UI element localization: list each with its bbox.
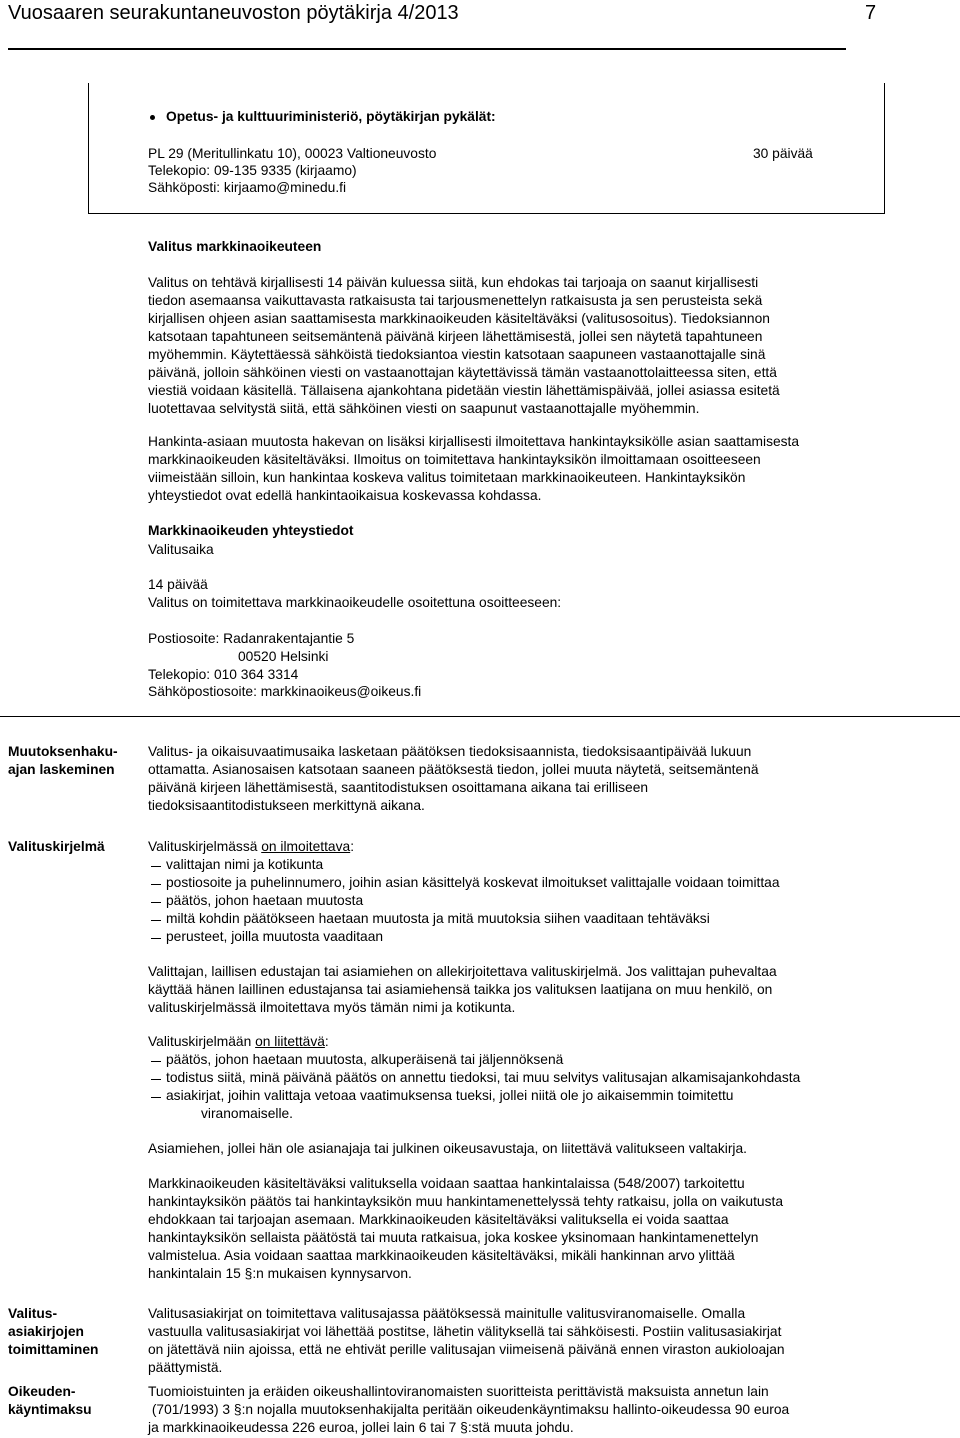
- delivery-label: Valitus- asiakirjojen toimittaminen: [8, 1306, 99, 1357]
- header-rule: [8, 48, 846, 50]
- document-title: Vuosaaren seurakuntaneuvoston pöytäkirja 4/2013: [8, 2, 459, 24]
- address-intro: Valitus on toimitettava markkinaoikeudelle osoitettuna osoitteeseen:: [148, 595, 562, 610]
- appeal-letter-label: Valituskirjelmä: [8, 839, 105, 854]
- signature-paragraph: Valittajan, laillisen edustajan tai asiamiehen on allekirjoitettava valituskirjelmä. Jos valittajan puhevaltaa käyttää hänen laillinen edustajansa tai asiamiehensä taikka jos valituksen laatijana on muu henkilö, on valituskirjelmässä ilmoitettava myös tämän nimi ja kotikunta.: [148, 964, 777, 1015]
- list-item-continuation: viranomaiselle.: [201, 1106, 294, 1121]
- page-number: 7: [865, 2, 877, 24]
- frame-right-line: [884, 83, 885, 213]
- ministry-address: PL 29 (Meritullinkatu 10), 00023 Valtioneuvosto: [148, 146, 437, 161]
- market-court-paragraph: Markkinaoikeuden käsiteltäväksi valituksella voidaan saattaa hankintalaissa (548/2007) tarkoitettu hankintayksikön päätös tai hankintayksikön muu hankintamenettelyssä tehty ratkaisu, jolla on vaikutusta ehdokkaan tai tarjoajan asemaan. Markkinaoikeuden käsiteltäväksi valituksella ei voida saattaa hankintayksikön sellaista päätöstä tai muuta ratkaisua, joka koskee yksinomaan hankintamenettelyn valmistelua. Asia voidaan saattaa markkinaoikeuden käsiteltäväksi, mikäli hankinnan arvo ylittää hankintalain 15 §:n mukaisen kynnysarvon.: [148, 1176, 784, 1281]
- market-appeal-heading: Valitus markkinaoikeuteen: [148, 239, 322, 254]
- court-fee-text: Tuomioistuinten ja eräiden oikeushallintoviranomaisten suoritteista perittävistä maksuista annetun lain (701/1993) 3 §:n nojalla muutoksenhakijalta peritään oikeudenkäyntimaksu hallinto-oikeudessa 90 euroa ja markkinaoikeudessa 226 euroa, jollei lain 6 tai 7 §:stä muuta johdu.: [148, 1384, 790, 1435]
- attachments-list: [166, 1051, 800, 1123]
- list-item: todistus siitä, minä päivänä päätös on annettu tiedoksi, tai muu selvitys valitusajan alkamisajankohdasta: [166, 1070, 801, 1085]
- market-court-email: Sähköpostiosoite: markkinaoikeus@oikeus.fi: [148, 684, 422, 699]
- list-item: miltä kohdin päätökseen haetaan muutosta ja mitä muutoksia siihen vaaditaan tehtäväksi: [166, 910, 780, 928]
- ministry-days: 30 päivää: [753, 146, 813, 161]
- list-item: valittajan nimi ja kotikunta: [166, 856, 780, 874]
- list-item: perusteet, joilla muutosta vaaditaan: [166, 928, 780, 946]
- section-divider: [0, 716, 960, 717]
- required-items-list: [166, 856, 780, 946]
- court-fee-label: Oikeuden- käyntimaksu: [8, 1384, 92, 1417]
- list-item: päätös, johon haetaan muutosta, alkuperäisenä tai jäljennöksenä: [166, 1051, 800, 1069]
- postal-address: Postiosoite: Radanrakentajantie 5: [148, 631, 355, 646]
- list-item: postiosoite ja puhelinnumero, joihin asian käsittelyä koskevat ilmoitukset valittajalle voidaan toimittaa: [166, 875, 780, 890]
- frame-left-line: [88, 83, 89, 213]
- ministry-fax: Telekopio: 09-135 9335 (kirjaamo): [148, 163, 357, 178]
- deadline-label: Muutoksenhaku- ajan laskeminen: [8, 744, 118, 777]
- market-appeal-paragraph-1: Valitus on tehtävä kirjallisesti 14 päivän kuluessa siitä, kun ehdokas tai tarjoaja on saanut kirjallisesti tiedon asemaansa vaikuttavasta ratkaisusta tai tarjousmenettelyn ratkaisusta ja sen perusteista sekä kirjallisen ohjeen asian saattamisesta markkinaoikeuden käsiteltäväksi (valitusosoitus). Tiedoksiannon katsotaan tapahtuneen seitsemäntenä päivänä kirjeen lähettämisestä, jollei sen näytetä tapahtuneen myöhemmin. Käytettäessä sähköistä tiedoksiantoa viestin katsotaan saapuneen vastaanottajalle sinä päivänä, jolloin sähköinen viesti on vastaanottajan käytettävissä tämän vastaanottolaitteessa siten, että viestiä voidaan käsitellä. Tällaisena ajankohtana pidetään viestin lähettämispäivää, jollei asiassa esitetä luotettavaa selvitystä siitä, että sähköinen viesti on saapunut vastaanottajalle myöhemmin.: [148, 275, 780, 416]
- appeal-time-label: Valitusaika: [148, 542, 214, 557]
- attachments-intro: Valituskirjelmään on liitettävä:: [148, 1034, 329, 1049]
- market-court-contact-heading: Markkinaoikeuden yhteystiedot: [148, 523, 354, 538]
- market-appeal-paragraph-2: Hankinta-asiaan muutosta hakevan on lisäksi kirjallisesti ilmoitettava hankintayksikölle asian saattamisesta markkinaoikeuden käsiteltäväksi. Ilmoitus on toimitettava hankintayksikön ilmoittamaan osoitteeseen viimeistään silloin, kun hankintaa koskeva valitus toimitetaan markkinaoikeuteen. Hankintayksikön yhteystiedot ovat edellä hankintaoikaisua koskevassa kohdassa.: [148, 434, 800, 503]
- market-court-fax: Telekopio: 010 364 3314: [148, 667, 299, 682]
- list-item: päätös, johon haetaan muutosta: [166, 892, 780, 910]
- appeal-days: 14 päivää: [148, 577, 208, 592]
- postal-zip: 00520 Helsinki: [238, 649, 329, 664]
- frame-bottom-line: [88, 213, 885, 214]
- ministry-email: Sähköposti: kirjaamo@minedu.fi: [148, 180, 347, 195]
- ministry-bullet: Opetus- ja kulttuuriministeriö, pöytäkirjan pykälät:: [166, 109, 496, 124]
- deadline-text: Valitus- ja oikaisuvaatimusaika lasketaan päätöksen tiedoksisaannista, tiedoksisaantipäivää lukuun ottamatta. Asianosaisen katsotaan saaneen päätöksestä tiedon, jollei muuta näytetä, seitsemäntenä päivänä kirjeen lähettämisestä, saantitodistuksen osoittamana aikana tai erilliseen tiedoksisaantitodistukseen merkittynä aikana.: [148, 744, 759, 813]
- appeal-letter-intro: Valituskirjelmässä on ilmoitettava:: [148, 839, 355, 854]
- delivery-text: Valitusasiakirjat on toimitettava valitusajassa päätöksessä mainitulle valitusviranomaiselle. Omalla vastuulla valitusasiakirjat voi lähettää postitse, lähetin välityksellä tai sähköisesti. Postiin valitusasiakirjat on jätettävä niin ajoissa, että ne ehtivät perille valitusajan viimeisenä päivänä ennen viraston aukioloajan päättymistä.: [148, 1306, 785, 1375]
- power-of-attorney-note: Asiamiehen, jollei hän ole asianajaja tai julkinen oikeusavustaja, on liitettävä valitukseen valtakirja.: [148, 1141, 747, 1156]
- list-item: asiakirjat, joihin valittaja vetoaa vaatimuksensa tueksi, jollei niitä ole jo aikaisemmin toimitettu: [166, 1087, 800, 1105]
